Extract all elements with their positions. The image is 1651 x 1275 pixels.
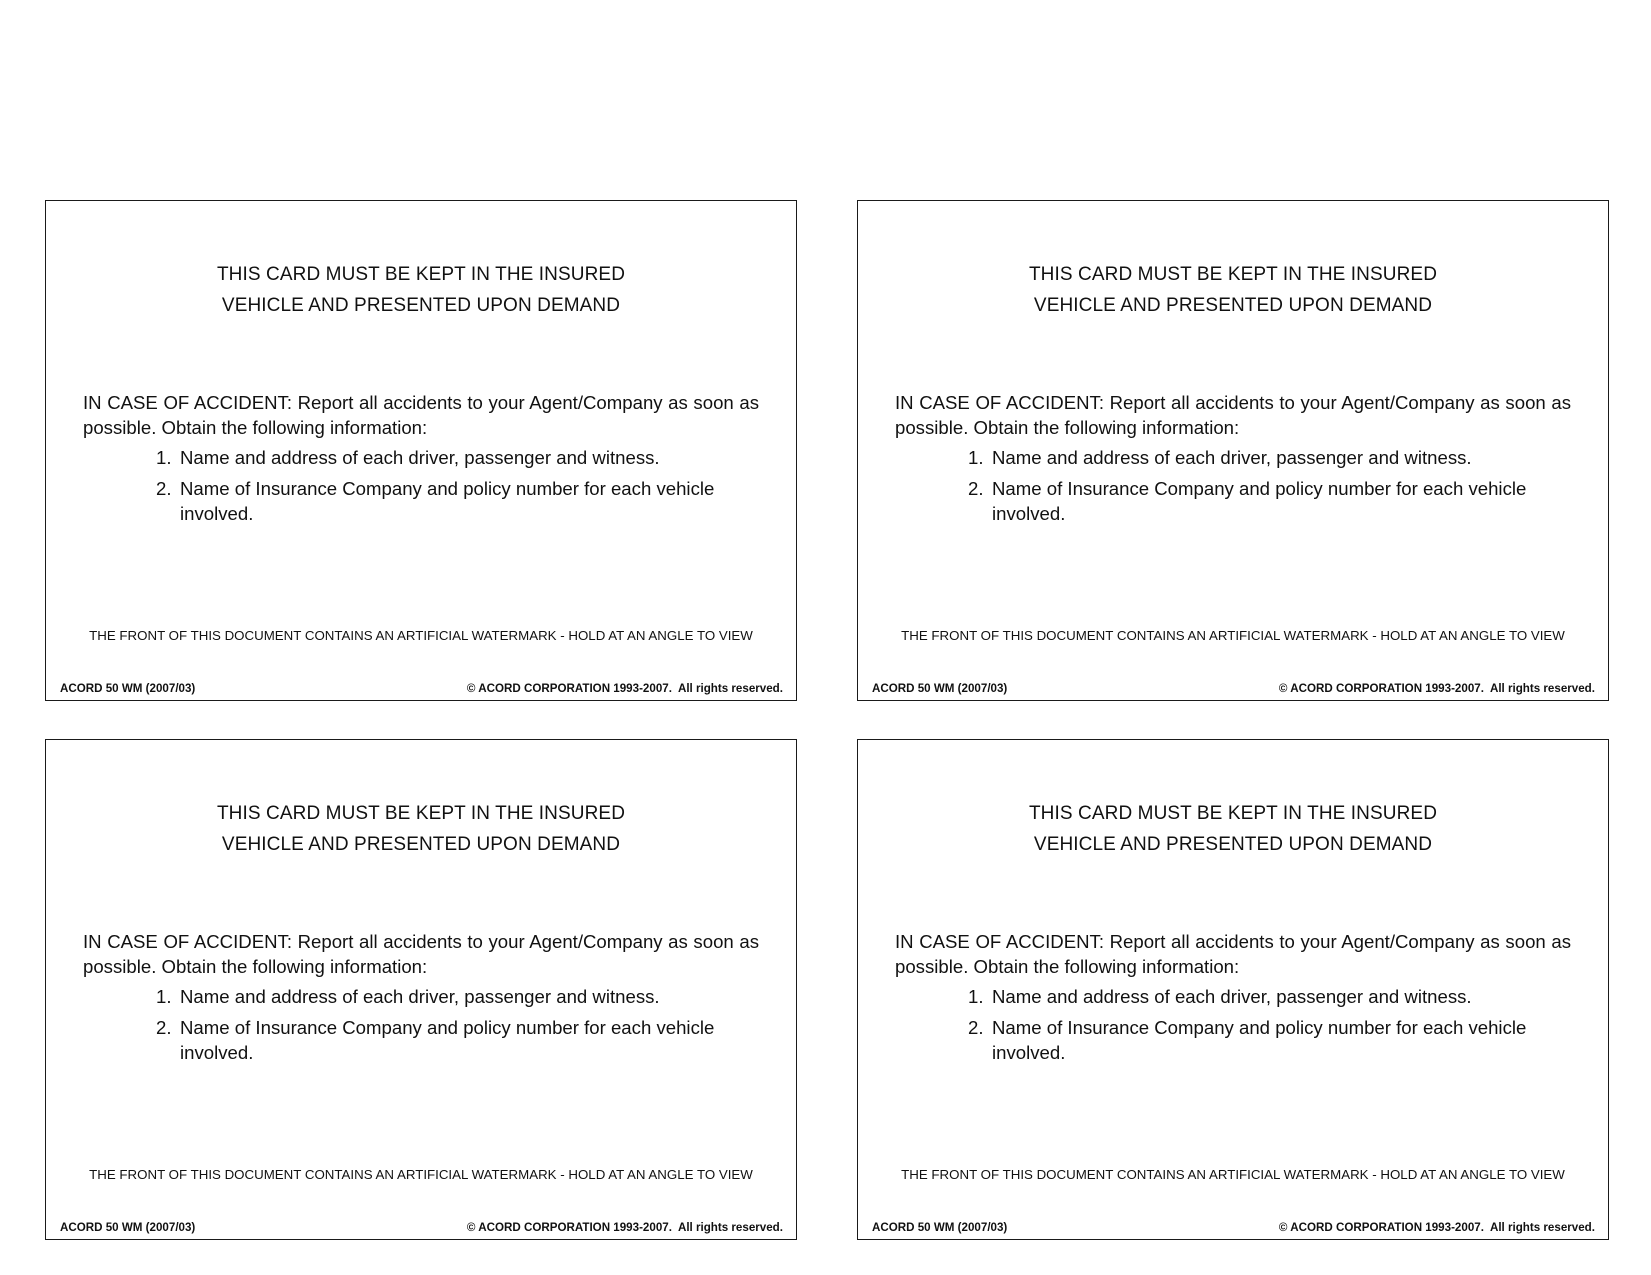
list-item-number: 1. xyxy=(968,447,984,468)
accident-instructions: IN CASE OF ACCIDENT: Report all accidents to your Agent/Company as soon as possible. Obtain the following information: xyxy=(895,931,1571,977)
information-list xyxy=(156,445,716,532)
list-item xyxy=(156,445,716,470)
list-item-number: 2. xyxy=(968,478,984,499)
copyright-notice: © ACORD CORPORATION 1993-2007. All rights reserved. xyxy=(1278,1221,1595,1234)
card-title-line-1: THIS CARD MUST BE KEPT IN THE INSURED xyxy=(216,803,626,824)
list-item-number: 1. xyxy=(156,447,172,468)
form-id: ACORD 50 WM (2007/03) xyxy=(872,682,1008,695)
list-item xyxy=(156,984,716,1009)
watermark-notice: THE FRONT OF THIS DOCUMENT CONTAINS AN ARTIFICIAL WATERMARK - HOLD AT AN ANGLE TO VIEW xyxy=(89,1167,753,1182)
list-item-number: 2. xyxy=(968,1017,984,1038)
information-list xyxy=(968,984,1528,1071)
list-item-number: 1. xyxy=(968,986,984,1007)
accident-instructions: IN CASE OF ACCIDENT: Report all accidents to your Agent/Company as soon as possible. Obtain the following information: xyxy=(83,392,759,438)
list-item xyxy=(968,445,1528,470)
list-item xyxy=(156,1015,716,1065)
card-title-line-2: VEHICLE AND PRESENTED UPON DEMAND xyxy=(1033,834,1433,855)
form-id: ACORD 50 WM (2007/03) xyxy=(60,1221,196,1234)
insurance-card-back-2 xyxy=(857,200,1609,701)
watermark-notice: THE FRONT OF THIS DOCUMENT CONTAINS AN ARTIFICIAL WATERMARK - HOLD AT AN ANGLE TO VIEW xyxy=(901,1167,1565,1182)
card-title-line-2: VEHICLE AND PRESENTED UPON DEMAND xyxy=(221,834,621,855)
list-item-text: Name of Insurance Company and policy number for each vehicle involved. xyxy=(180,478,715,524)
list-item-text: Name of Insurance Company and policy number for each vehicle involved. xyxy=(180,1017,715,1063)
copyright-notice: © ACORD CORPORATION 1993-2007. All rights reserved. xyxy=(466,1221,783,1234)
list-item xyxy=(968,476,1528,526)
list-item-text: Name of Insurance Company and policy number for each vehicle involved. xyxy=(992,478,1527,524)
list-item-number: 1. xyxy=(156,986,172,1007)
list-item xyxy=(968,1015,1528,1065)
card-title-line-1: THIS CARD MUST BE KEPT IN THE INSURED xyxy=(1028,264,1438,285)
card-title xyxy=(46,259,796,321)
list-item xyxy=(156,476,716,526)
card-title xyxy=(858,798,1608,860)
copyright-notice: © ACORD CORPORATION 1993-2007. All rights reserved. xyxy=(1278,682,1595,695)
copyright-notice: © ACORD CORPORATION 1993-2007. All rights reserved. xyxy=(466,682,783,695)
information-list xyxy=(968,445,1528,532)
watermark-notice: THE FRONT OF THIS DOCUMENT CONTAINS AN ARTIFICIAL WATERMARK - HOLD AT AN ANGLE TO VIEW xyxy=(89,628,753,643)
information-list xyxy=(156,984,716,1071)
list-item-number: 2. xyxy=(156,478,172,499)
insurance-card-back-3 xyxy=(45,739,797,1240)
list-item xyxy=(968,984,1528,1009)
card-title xyxy=(46,798,796,860)
card-title xyxy=(858,259,1608,321)
card-title-line-2: VEHICLE AND PRESENTED UPON DEMAND xyxy=(1033,295,1433,316)
list-item-text: Name and address of each driver, passenger and witness. xyxy=(180,986,660,1007)
card-title-line-1: THIS CARD MUST BE KEPT IN THE INSURED xyxy=(1028,803,1438,824)
list-item-text: Name of Insurance Company and policy number for each vehicle involved. xyxy=(992,1017,1527,1063)
accident-instructions: IN CASE OF ACCIDENT: Report all accidents to your Agent/Company as soon as possible. Obtain the following information: xyxy=(895,392,1571,438)
form-id: ACORD 50 WM (2007/03) xyxy=(872,1221,1008,1234)
list-item-text: Name and address of each driver, passenger and witness. xyxy=(992,986,1472,1007)
list-item-text: Name and address of each driver, passenger and witness. xyxy=(180,447,660,468)
card-title-line-2: VEHICLE AND PRESENTED UPON DEMAND xyxy=(221,295,621,316)
accident-instructions: IN CASE OF ACCIDENT: Report all accidents to your Agent/Company as soon as possible. Obtain the following information: xyxy=(83,931,759,977)
insurance-card-back-1 xyxy=(45,200,797,701)
insurance-card-back-4 xyxy=(857,739,1609,1240)
watermark-notice: THE FRONT OF THIS DOCUMENT CONTAINS AN ARTIFICIAL WATERMARK - HOLD AT AN ANGLE TO VIEW xyxy=(901,628,1565,643)
list-item-text: Name and address of each driver, passenger and witness. xyxy=(992,447,1472,468)
form-id: ACORD 50 WM (2007/03) xyxy=(60,682,196,695)
list-item-number: 2. xyxy=(156,1017,172,1038)
card-title-line-1: THIS CARD MUST BE KEPT IN THE INSURED xyxy=(216,264,626,285)
